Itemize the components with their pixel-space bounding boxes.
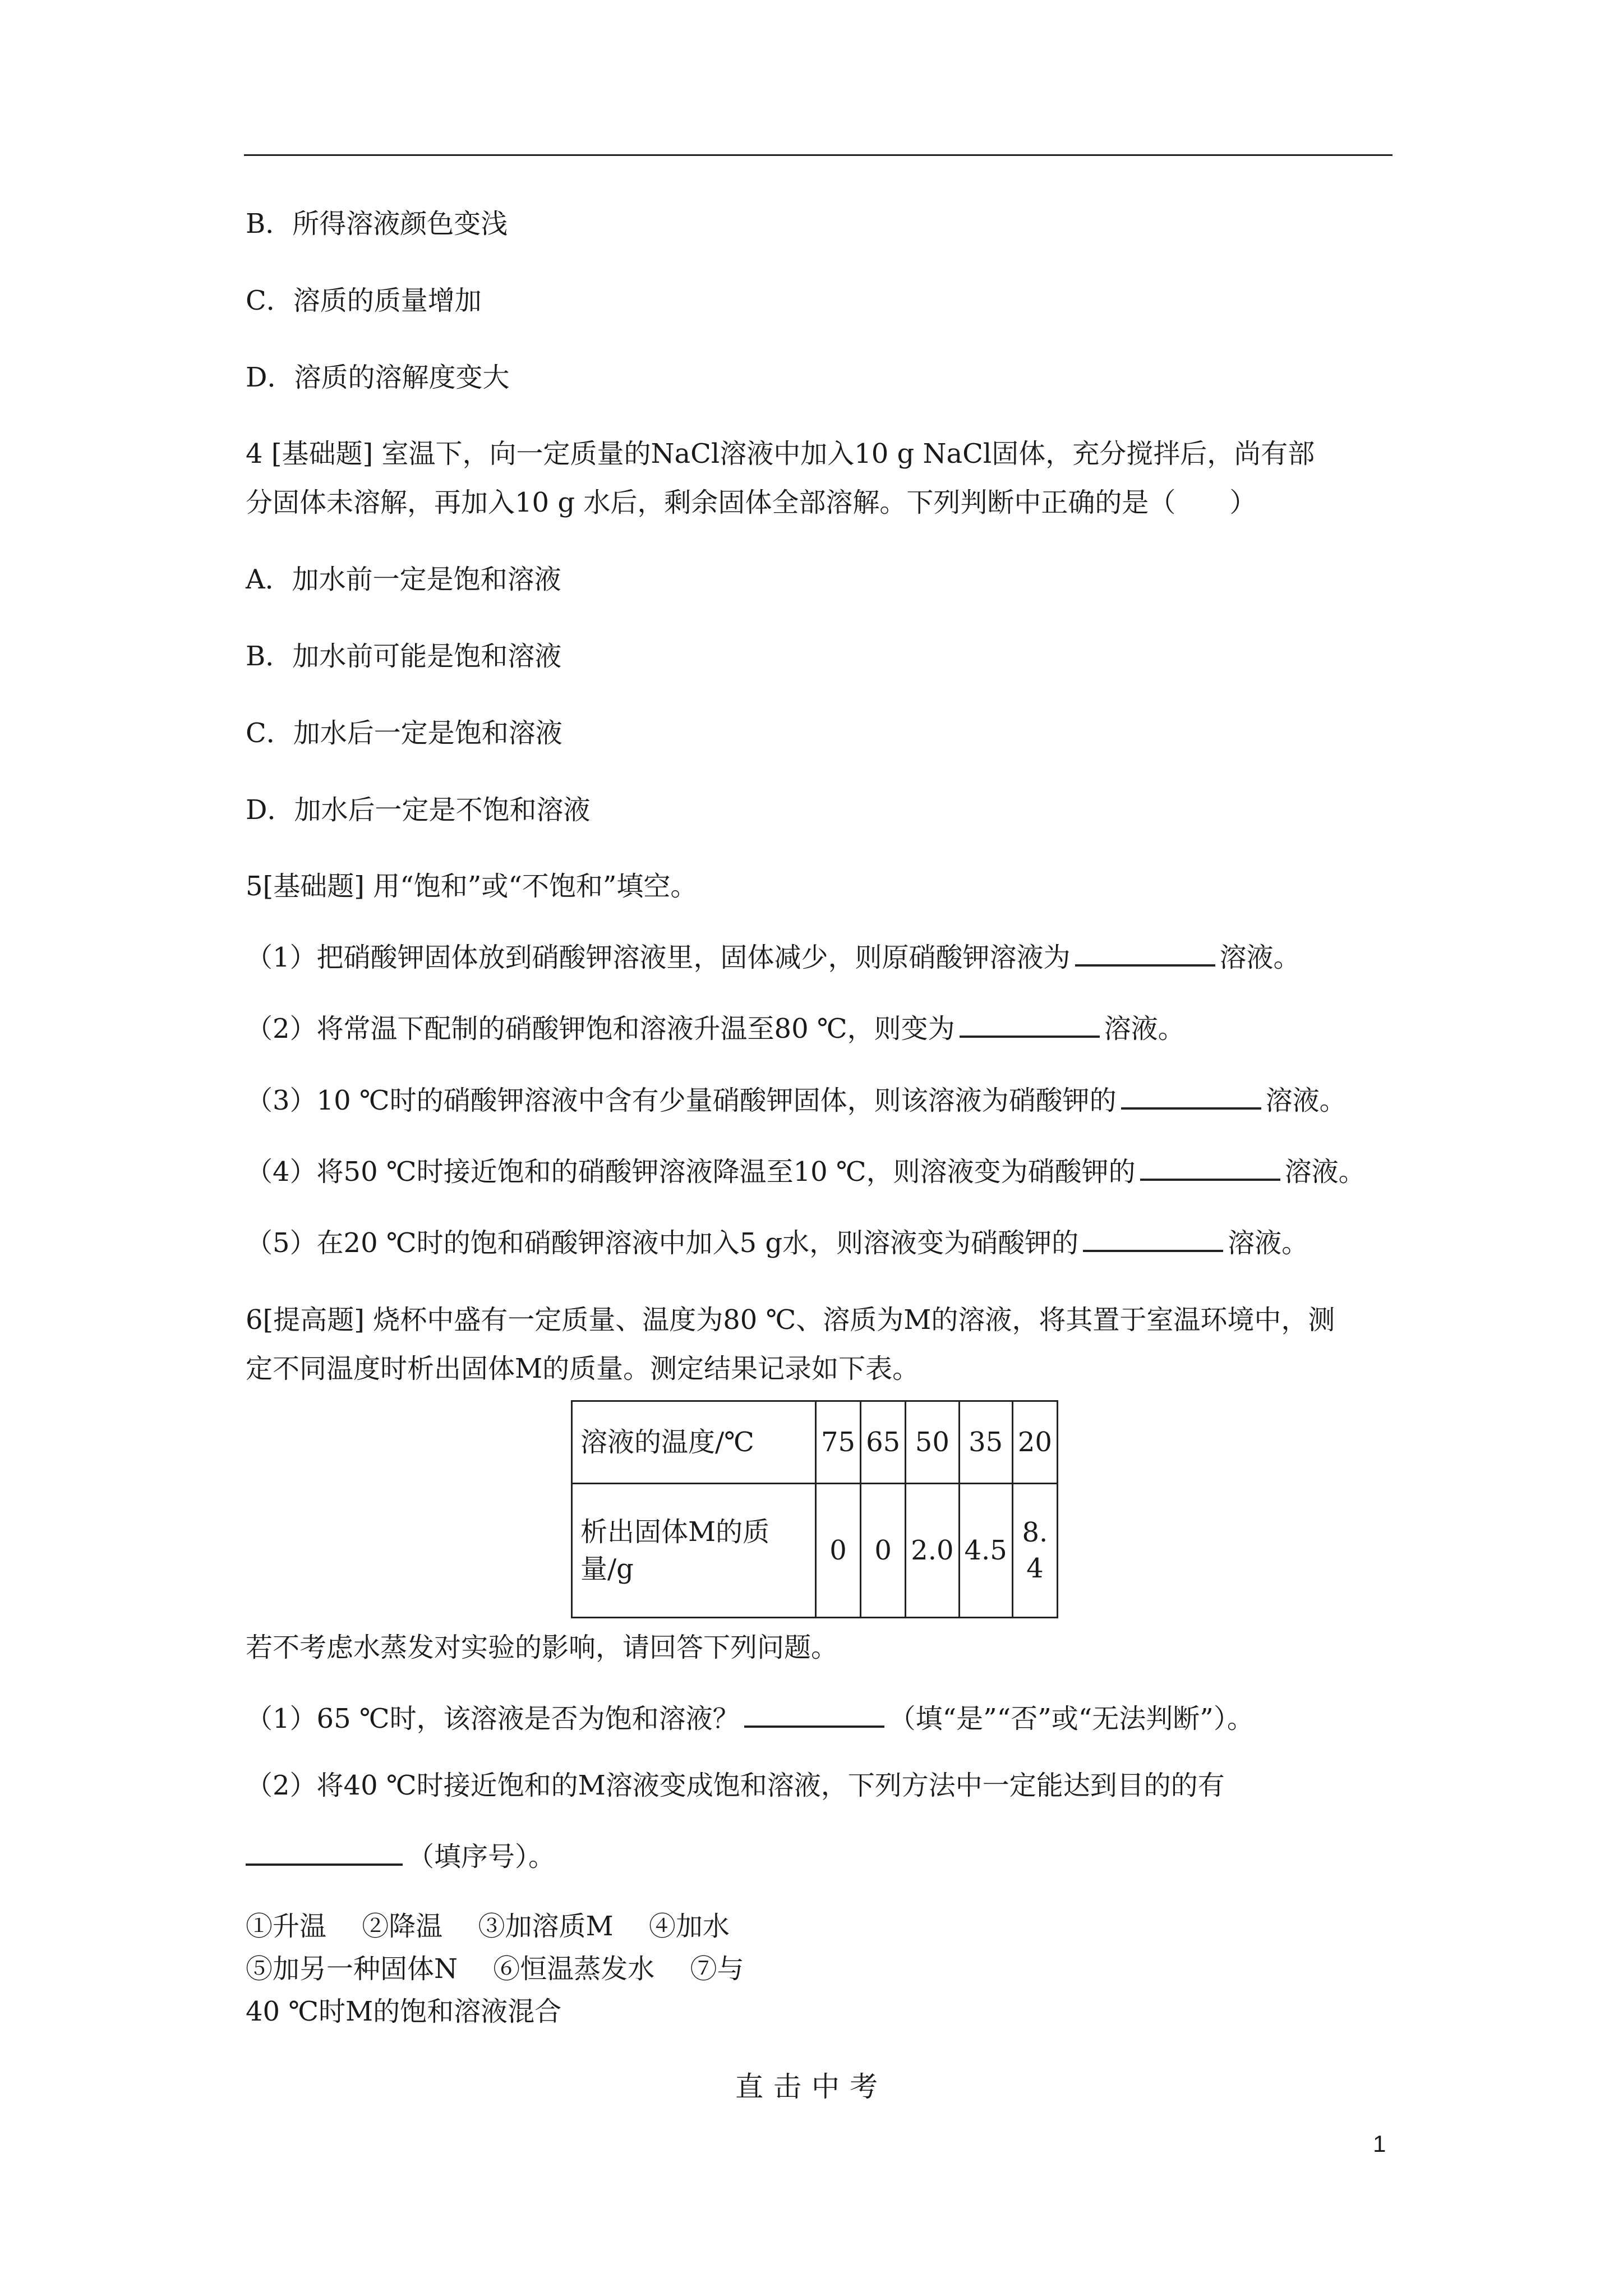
table-cell: 0 bbox=[816, 1484, 861, 1618]
table-cell: 75 bbox=[816, 1401, 861, 1484]
q6-methods-line1: ①升温 ②降温 ③加溶质M ④加水 bbox=[246, 1911, 730, 1942]
q5-item-4-blank[interactable] bbox=[1140, 1156, 1280, 1181]
q5-item-1-blank[interactable] bbox=[1075, 942, 1215, 967]
q6-sub2-line2 bbox=[246, 1840, 555, 1874]
q5-item-5-text: （5）在20 ℃时的饱和硝酸钾溶液中加入5 g水，则溶液变为硝酸钾的 bbox=[246, 1227, 1079, 1259]
q5-item-4 bbox=[246, 1155, 1366, 1189]
q6-note: 若不考虑水蒸发对实验的影响，请回答下列问题。 bbox=[246, 1632, 838, 1663]
q5-item-3 bbox=[246, 1084, 1347, 1117]
q5-item-3-blank[interactable] bbox=[1121, 1085, 1261, 1110]
table-header-temperature: 溶液的温度/℃ bbox=[572, 1401, 816, 1484]
table-row bbox=[572, 1484, 1058, 1618]
table-row bbox=[572, 1401, 1058, 1484]
table-cell: 0 bbox=[861, 1484, 906, 1618]
table-cell: 35 bbox=[959, 1401, 1012, 1484]
q5-item-2-blank[interactable] bbox=[960, 1013, 1100, 1038]
table-cell: 8.4 bbox=[1012, 1484, 1057, 1618]
q6-stem-line2: 定不同温度时析出固体M的质量。测定结果记录如下表。 bbox=[246, 1353, 920, 1384]
q3-option-d: D．溶质的溶解度变大 bbox=[246, 362, 510, 393]
section-footer-title: 直击中考 bbox=[735, 2070, 888, 2103]
q6-sub1-suffix: （填“是”“否”或“无法判断”）。 bbox=[888, 1703, 1254, 1734]
table-cell: 50 bbox=[906, 1401, 959, 1484]
table-cell: 20 bbox=[1012, 1401, 1057, 1484]
q5-item-1 bbox=[246, 941, 1301, 974]
q5-item-5 bbox=[246, 1226, 1308, 1260]
q5-item-2-suffix: 溶液。 bbox=[1104, 1013, 1185, 1045]
table-cell: 2.0 bbox=[906, 1484, 959, 1618]
q5-item-4-text: （4）将50 ℃时接近饱和的硝酸钾溶液降温至10 ℃，则溶液变为硝酸钾的 bbox=[246, 1156, 1136, 1188]
q6-sub1-blank[interactable] bbox=[744, 1703, 884, 1728]
q5-item-4-suffix: 溶液。 bbox=[1284, 1156, 1366, 1188]
q4-stem-line1: 4 [基础题] 室温下，向一定质量的NaCl溶液中加入10 g NaCl固体，充分搅拌后，尚有部 bbox=[246, 438, 1315, 470]
q4-option-b: B．加水前可能是饱和溶液 bbox=[246, 641, 562, 672]
q3-option-c: C．溶质的质量增加 bbox=[246, 285, 482, 316]
page-number: 1 bbox=[1373, 2131, 1386, 2157]
header-rule bbox=[244, 154, 1393, 156]
q4-option-c: C．加水后一定是饱和溶液 bbox=[246, 717, 562, 749]
q5-item-3-suffix: 溶液。 bbox=[1265, 1085, 1347, 1116]
q5-item-1-suffix: 溶液。 bbox=[1219, 942, 1301, 973]
q5-item-5-blank[interactable] bbox=[1083, 1227, 1223, 1252]
q6-methods-line3: 40 ℃时M的饱和溶液混合 bbox=[246, 1996, 562, 2027]
q6-sub2-suffix: （填序号）。 bbox=[407, 1841, 556, 1872]
q5-title: 5[基础题] 用“饱和”或“不饱和”填空。 bbox=[246, 871, 698, 902]
q6-sub1 bbox=[246, 1702, 1254, 1736]
q6-sub2-blank[interactable] bbox=[246, 1841, 403, 1866]
table-header-mass: 析出固体M的质量/g bbox=[572, 1484, 816, 1618]
q5-item-2 bbox=[246, 1012, 1185, 1046]
q5-item-1-text: （1）把硝酸钾固体放到硝酸钾溶液里，固体减少，则原硝酸钾溶液为 bbox=[246, 942, 1071, 973]
q4-option-d: D．加水后一定是不饱和溶液 bbox=[246, 794, 591, 826]
q3-option-b: B．所得溶液颜色变浅 bbox=[246, 208, 508, 240]
q4-stem-line2: 分固体未溶解，再加入10 g 水后，剩余固体全部溶解。下列判断中正确的是（ ） bbox=[246, 487, 1257, 518]
q5-item-3-text: （3）10 ℃时的硝酸钾溶液中含有少量硝酸钾固体，则该溶液为硝酸钾的 bbox=[246, 1085, 1117, 1116]
data-table bbox=[571, 1400, 1058, 1618]
q5-item-2-text: （2）将常温下配制的硝酸钾饱和溶液升温至80 ℃，则变为 bbox=[246, 1013, 955, 1045]
q5-item-5-suffix: 溶液。 bbox=[1228, 1227, 1309, 1259]
q6-sub2-line1: （2）将40 ℃时接近饱和的M溶液变成饱和溶液，下列方法中一定能达到目的的有 bbox=[246, 1770, 1225, 1801]
q4-option-a: A．加水前一定是饱和溶液 bbox=[246, 564, 561, 595]
q6-sub1-text: （1）65 ℃时，该溶液是否为饱和溶液？ bbox=[246, 1703, 740, 1734]
table-cell: 4.5 bbox=[959, 1484, 1012, 1618]
q6-methods-line2: ⑤加另一种固体N ⑥恒温蒸发水 ⑦与 bbox=[246, 1953, 744, 1985]
q6-stem-line1: 6[提高题] 烧杯中盛有一定质量、温度为80 ℃、溶质为M的溶液，将其置于室温环境中，测 bbox=[246, 1304, 1335, 1336]
table-cell: 65 bbox=[861, 1401, 906, 1484]
